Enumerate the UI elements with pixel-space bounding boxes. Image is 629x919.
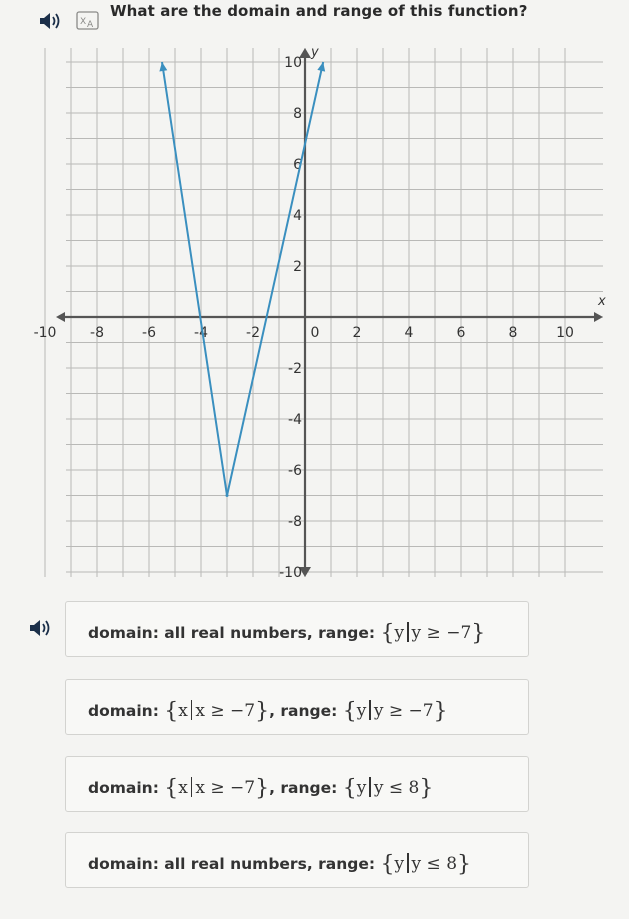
x-axis-arrow-left [56,312,65,322]
domain-prefix: domain: [88,702,165,720]
question-header [0,0,629,34]
x-tick-label: 2 [352,325,362,341]
svg-text:A: A [87,20,94,30]
x-tick-label: 4 [404,325,414,341]
range-set: {y y ≥ −7} [342,699,448,724]
x-tick-label: 8 [508,325,518,341]
function-graph-line [162,62,323,496]
x-axis-arrow-right [594,312,603,322]
domain-prefix: domain: [88,624,165,642]
question-text: What are the domain and range of this function? [110,2,528,20]
tick-labels [34,45,606,581]
y-axis-label: y [311,45,319,60]
range-set: {y y ≥ −7} [380,621,486,646]
answer-choice-2[interactable] [65,679,529,735]
axes [56,48,603,577]
grid-lines [45,48,603,577]
svg-text:X: X [80,17,87,27]
speaker-icon[interactable] [38,10,64,36]
y-tick-label: 8 [293,106,302,122]
y-tick-label: -10 [279,565,302,581]
domain-prefix: domain: [88,855,165,873]
translate-icon[interactable] [76,10,100,32]
y-tick-label: 6 [293,157,302,173]
answer-choice-4[interactable] [65,832,529,888]
choice-1-text [88,619,485,644]
graph-canvas [0,40,629,585]
x-tick-label: -10 [33,325,57,341]
y-tick-label: -4 [288,412,302,428]
range-prefix: , range: [306,624,381,642]
x-tick-label: -4 [194,325,208,341]
y-tick-label: 2 [293,259,302,275]
x-tick-label: -2 [246,325,260,341]
range-prefix: , range: [306,855,381,873]
choice-3-text [88,774,433,799]
domain-value: all real numbers [164,855,307,873]
range-prefix: , range: [269,702,343,720]
x-tick-label: -6 [142,325,156,341]
function-line [159,62,325,497]
x-tick-label: 0 [310,325,320,341]
choices-speaker-icon[interactable] [28,617,54,643]
domain-prefix: domain: [88,779,165,797]
function-arrow-right [317,62,325,72]
x-axis-label: x [598,294,606,309]
x-tick-label: -8 [90,325,104,341]
choice-2-text [88,697,448,722]
y-tick-label: 4 [293,208,302,224]
function-graph [0,40,629,585]
x-tick-label: 6 [456,325,466,341]
function-arrow-left [159,62,167,71]
y-tick-label: -6 [288,463,302,479]
domain-value: all real numbers [164,624,307,642]
domain-set: {x x ≥ −7} [164,776,270,801]
vertex-point [226,494,229,497]
y-tick-label: -8 [288,514,302,530]
y-tick-label: -2 [288,361,302,377]
domain-set: {x x ≥ −7} [164,699,270,724]
answer-choice-3[interactable] [65,756,529,812]
x-tick-label: 10 [556,325,574,341]
choice-4-text [88,850,471,875]
range-set: {y y ≤ 8} [380,852,472,877]
range-set: {y y ≤ 8} [342,776,434,801]
y-tick-label: 10 [284,55,302,71]
range-prefix: , range: [269,779,343,797]
answer-choice-1[interactable] [65,601,529,657]
